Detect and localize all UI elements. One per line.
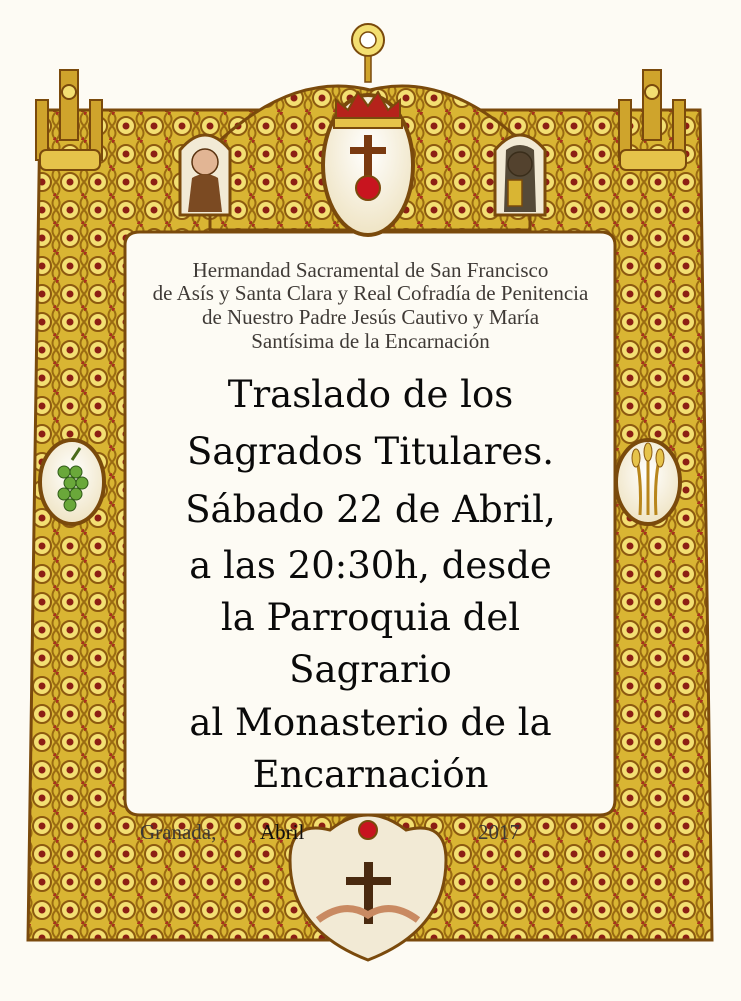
footer-city: Granada, [140,820,217,844]
footer-year: 2017 [478,820,520,844]
announcement-line-1: Traslado de los [227,373,514,416]
brotherhood-name-line-4: Santísima de la Encarnación [251,329,490,353]
announcement-line-5: la Parroquia del [220,596,521,639]
brotherhood-name-line-3: de Nuestro Padre Jesús Cautivo y María [201,305,540,329]
grapes-icon [40,440,104,524]
announcement-line-3: Sábado 22 de Abril, [185,488,556,531]
saint-francis-figure [180,135,230,215]
announcement-line-8: Encarnación [252,753,489,796]
announcement-line-6: Sagrario [289,648,452,691]
monstrance-icon [352,24,384,82]
announcement-line-2: Sagrados Titulares. [187,430,554,473]
brotherhood-name-line-2: de Asís y Santa Clara y Real Cofradía de Penitencia [152,281,589,305]
footer-month: Abril [260,820,305,844]
crest [210,24,530,235]
brotherhood-name-line-1: Hermandad Sacramental de San Francisco [192,258,549,282]
announcement-line-7: al Monasterio de la [189,701,552,744]
candelabra-icon-left [36,70,102,170]
wheat-icon [616,440,680,524]
saint-clare-figure [495,135,545,215]
announcement-line-4: a las 20:30h, desde [189,544,552,587]
candelabra-icon-right [619,70,686,170]
